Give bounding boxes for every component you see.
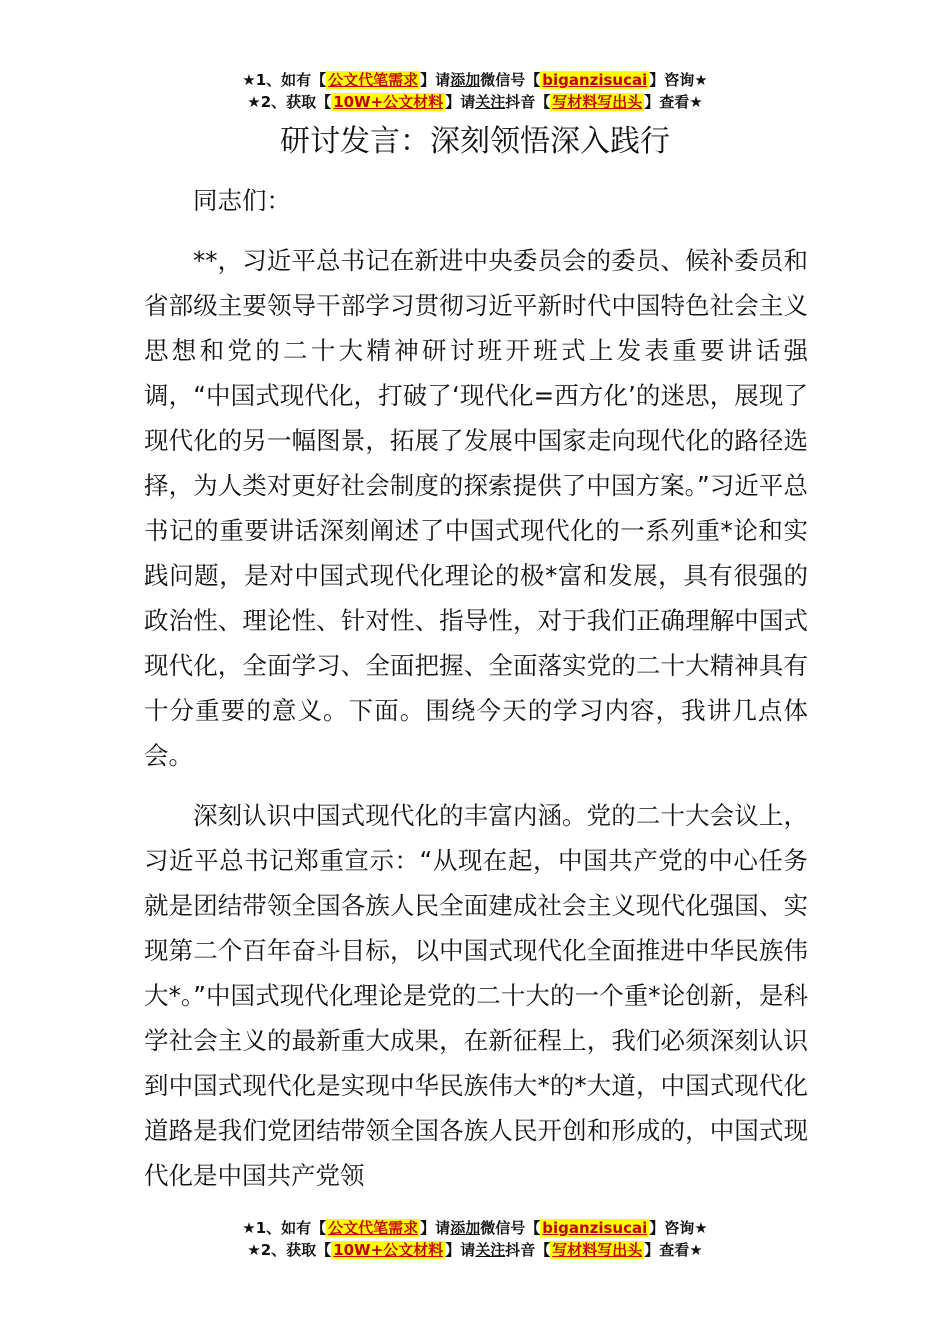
- footer-banner: [0, 1217, 950, 1261]
- banner-underline: 关注: [475, 93, 506, 111]
- banner-highlight: biganzisucai: [542, 71, 648, 89]
- body-paragraph: 深刻认识中国式现代化的丰富内涵。党的二十大会议上，习近平总书记郑重宣示：“从现在起，中国共产党的中心任务就是团结带领全国各族人民全面建成社会主义现代化强国、实现第二个百年奋斗目标，以中国式现代化全面推进中华民族伟大*。”中国式现代化理论是党的二十大的一个重*论创新，是科学社会主义的最新重大成果，在新征程上，我们必须深刻认识到中国式现代化是实现中华民族伟大*的*大道，中国式现代化道路是我们党团结带领全国各族人民开创和形成的，中国式现代化是中国共产党领: [144, 801, 808, 1190]
- banner-text: 微信号【: [480, 71, 541, 89]
- banner-text: 微信号【: [480, 1219, 541, 1237]
- banner-text: 抖音【: [505, 1241, 551, 1259]
- banner-underline: 添加: [450, 1219, 481, 1237]
- banner-highlight: 公文代笔需求: [328, 1219, 419, 1237]
- banner-highlight: biganzisucai: [542, 1219, 648, 1237]
- banner-line-2: [0, 91, 950, 113]
- banner-text: ★2、获取【: [247, 93, 332, 111]
- banner-text: 】查看★: [644, 1241, 703, 1259]
- banner-highlight: 公文代笔需求: [328, 71, 419, 89]
- banner-text: 】请: [445, 1241, 476, 1259]
- banner-highlight: 10W+公文材料: [333, 93, 444, 111]
- banner-text: 】请: [420, 71, 451, 89]
- banner-underline: 添加: [450, 71, 481, 89]
- header-banner: [0, 69, 950, 113]
- banner-line-1: [0, 69, 950, 91]
- banner-text: ★1、如有【: [242, 71, 327, 89]
- banner-text: 】请: [445, 93, 476, 111]
- banner-text: ★2、获取【: [247, 1241, 332, 1259]
- banner-highlight: 写材料写出头: [552, 93, 643, 111]
- banner-highlight: 10W+公文材料: [333, 1241, 444, 1259]
- banner-text: 】咨询★: [649, 1219, 708, 1237]
- document-body: [144, 178, 808, 1198]
- body-paragraph: **，习近平总书记在新进中央委员会的委员、候补委员和省部级主要领导干部学习贯彻习近平新时代中国特色社会主义思想和党的二十大精神研讨班开班式上发表重要讲话强调，“中国式现代化，打破了‘现代化=西方化’的迷思，展现了现代化的另一幅图景，拓展了发展中国家走向现代化的路径选择，为人类对更好社会制度的探索提供了中国方案。”习近平总书记的重要讲话深刻阐述了中国式现代化的一系列重*论和实践问题，是对中国式现代化理论的极*富和发展，具有很强的政治性、理论性、针对性、指导性，对于我们正确理解中国式现代化，全面学习、全面把握、全面落实党的二十大精神具有十分重要的意义。下面。围绕今天的学习内容，我讲几点体会。: [144, 246, 808, 770]
- banner-line-1: [0, 1217, 950, 1239]
- salutation: 同志们：: [193, 186, 291, 215]
- banner-text: 】咨询★: [649, 71, 708, 89]
- banner-highlight: 写材料写出头: [552, 1241, 643, 1259]
- document-title: 研讨发言：深刻领悟深入践行: [280, 124, 670, 159]
- banner-text: 】查看★: [644, 93, 703, 111]
- banner-text: 】请: [420, 1219, 451, 1237]
- banner-text: ★1、如有【: [242, 1219, 327, 1237]
- banner-underline: 关注: [475, 1241, 506, 1259]
- banner-text: 抖音【: [505, 93, 551, 111]
- banner-line-2: [0, 1239, 950, 1261]
